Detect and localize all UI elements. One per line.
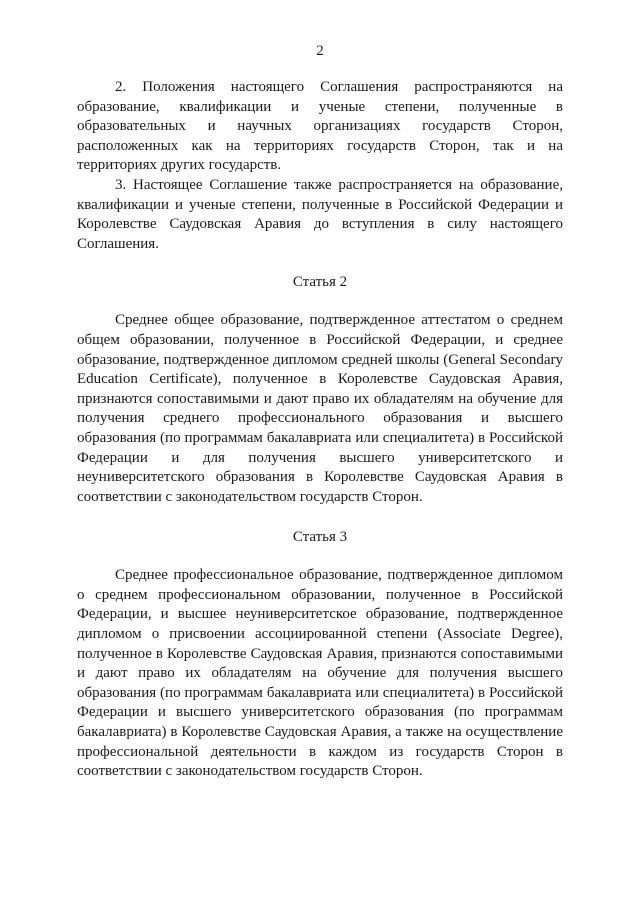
article-2-heading: Статья 2 — [292, 274, 348, 291]
paragraph-2: 2. Положения настоящего Соглашения распространяются на образование, квалификации и ученые степени, полученные в образовательных и научных организациях государств Сторон, расположенных как на территориях государств Сторон, так и на территориях других государств. — [77, 79, 563, 174]
article-3-text: Среднее профессиональное образование, подтвержденное дипломом о среднем профессиональном образовании, полученное в Российской Федерации, и высшее неуниверситетское образование, подтвержденное дипломом о присвоении ассоциированной степени (Associate Degree), полученное в Королевстве Саудовская Аравия, признаются сопоставимыми и дают право их обладателям на обучение для получения высшего образования (по программам бакалавриата или специалитета) в Российской Федерации и высшего университетского образования (по программам бакалавриата) в Королевстве Саудовская Аравия, а также на осуществление профессиональной деятельности в каждом из государств Сторон в соответствии с законодательством государств Сторон. — [77, 567, 563, 780]
article-3-heading: Статья 3 — [292, 529, 348, 546]
page-number: 2 — [316, 43, 324, 59]
paragraph-3: 3. Настоящее Соглашение также распространяется на образование, квалификации и ученые степени, полученные в Российской Федерации и Королевстве Саудовская Аравия до вступления в силу настоящего Соглашения. — [77, 176, 563, 252]
article-2-text: Среднее общее образование, подтвержденное аттестатом о среднем общем образовании, полученное в Российской Федерации, и среднее образование, подтвержденное дипломом средней школы (General Secondary Education Certificate), полученное в Королевстве Саудовская Аравия, признаются сопоставимыми и дают право их обладателям на обучение для получения среднего профессионального образования и высшего образования (по программам бакалавриата или специалитета) в Российской Федерации и для получения высшего университетского и неуниверситетского образования в Королевстве Саудовская Аравия в соответствии с законодательством государств Сторон. — [77, 312, 563, 505]
document-body — [77, 78, 563, 782]
